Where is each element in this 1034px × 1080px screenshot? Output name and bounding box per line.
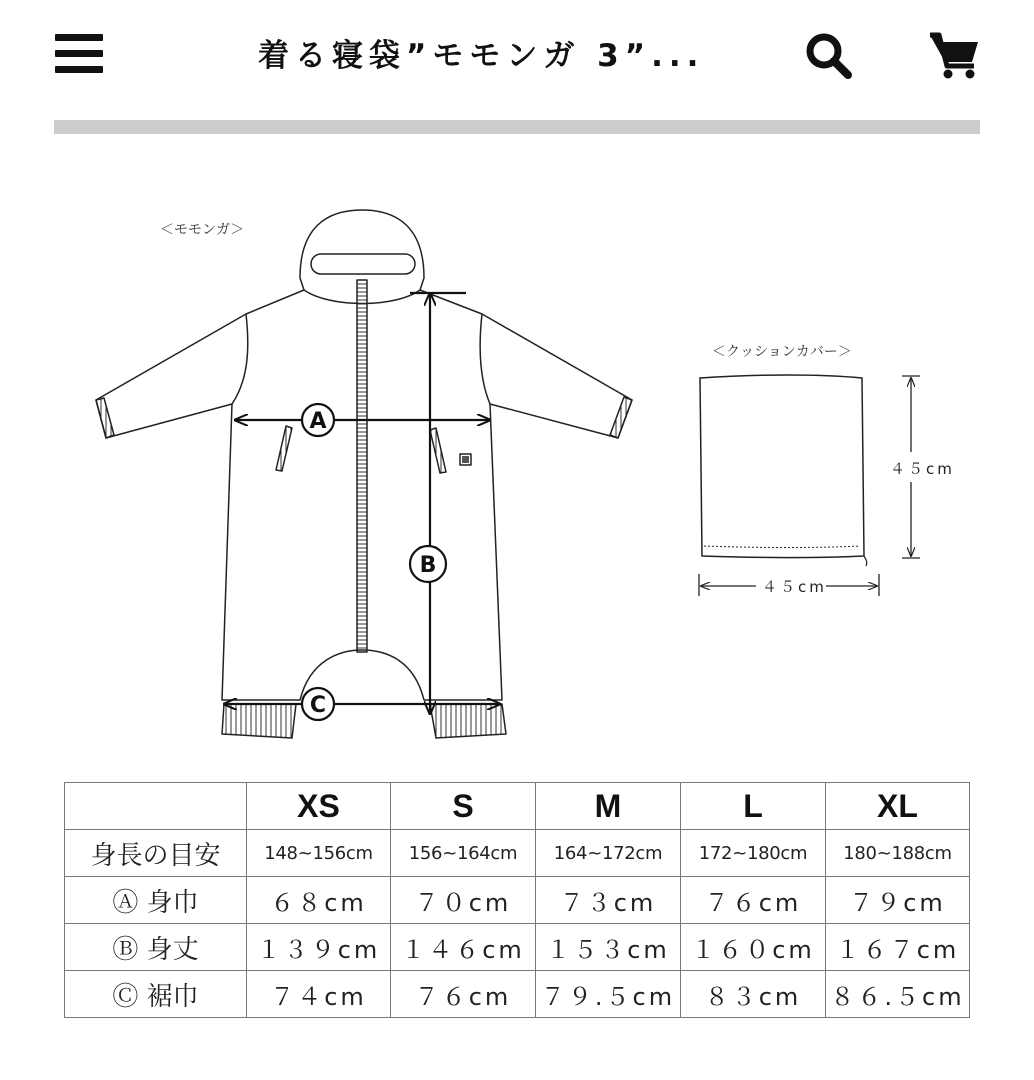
table-header-cell	[65, 783, 247, 830]
table-cell: 148~156cm	[247, 830, 391, 877]
cart-icon[interactable]	[928, 30, 982, 80]
table-cell: ７６cm	[681, 877, 826, 924]
cushion-width-label: ４５cm	[762, 578, 827, 596]
size-diagram	[0, 190, 1034, 750]
cushion-cover-label: ＜クッションカバー＞	[712, 344, 852, 360]
size-chart-table	[64, 782, 970, 1018]
marker-c-label: C	[309, 693, 327, 718]
hamburger-menu-icon[interactable]	[55, 34, 103, 74]
table-cell: ７３cm	[536, 877, 681, 924]
table-header-cell: XS	[247, 783, 391, 830]
table-row	[65, 971, 970, 1018]
table-header-cell: L	[681, 783, 826, 830]
table-cell: 180~188cm	[826, 830, 970, 877]
row-label: 身長の目安	[65, 830, 247, 877]
table-header-cell: M	[536, 783, 681, 830]
row-label: Ⓑ 身丈	[65, 924, 247, 971]
cushion-height-label: ４５cm	[890, 460, 955, 478]
table-cell: ８６.５cm	[826, 971, 970, 1018]
table-cell: １６７cm	[826, 924, 970, 971]
table-cell: １４６cm	[391, 924, 536, 971]
table-cell: 172~180cm	[681, 830, 826, 877]
table-cell: １６０cm	[681, 924, 826, 971]
table-header-cell: S	[391, 783, 536, 830]
table-cell: ７９cm	[826, 877, 970, 924]
page-title: 着る寝袋”モモンガ 3”...	[258, 38, 705, 74]
row-label: Ⓒ 裾巾	[65, 971, 247, 1018]
table-header-row	[65, 783, 970, 830]
measurement-b	[410, 293, 466, 714]
table-header-cell: XL	[826, 783, 970, 830]
marker-a-label: A	[309, 409, 327, 434]
table-row	[65, 877, 970, 924]
table-cell: ６８cm	[247, 877, 391, 924]
table-cell: ７０cm	[391, 877, 536, 924]
row-label: Ⓐ 身巾	[65, 877, 247, 924]
momonga-garment-drawing	[96, 210, 632, 738]
cushion-cover-drawing	[700, 375, 867, 566]
table-cell: ７６cm	[391, 971, 536, 1018]
table-cell: ７９.５cm	[536, 971, 681, 1018]
marker-b-label: B	[419, 553, 437, 578]
header-bar	[0, 0, 1034, 118]
table-cell: １３９cm	[247, 924, 391, 971]
table-cell: ７４cm	[247, 971, 391, 1018]
table-cell: ８３cm	[681, 971, 826, 1018]
table-cell: 164~172cm	[536, 830, 681, 877]
table-row	[65, 924, 970, 971]
table-cell: 156~164cm	[391, 830, 536, 877]
table-row	[65, 830, 970, 877]
momonga-label: ＜モモンガ＞	[160, 222, 244, 238]
table-cell: １５３cm	[536, 924, 681, 971]
header-divider	[54, 120, 980, 134]
search-icon[interactable]	[803, 30, 855, 82]
